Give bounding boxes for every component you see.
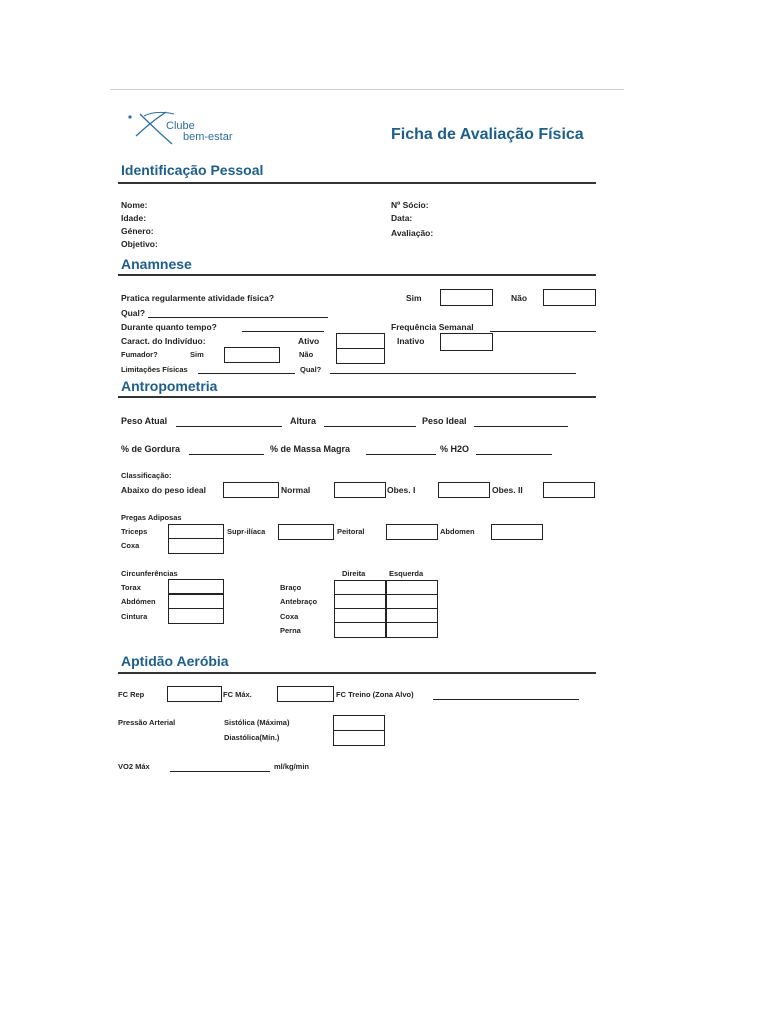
peitoral-label: Peitoral xyxy=(337,527,365,536)
abdomen2-box[interactable] xyxy=(168,594,224,609)
coxa2-direita-box[interactable] xyxy=(334,608,386,623)
fc-rep-box[interactable] xyxy=(167,686,222,702)
coxa2-esquerda-box[interactable] xyxy=(386,608,438,623)
obes1-label: Obes. I xyxy=(387,485,416,495)
cintura-box[interactable] xyxy=(168,608,224,624)
antebraco-label: Antebraço xyxy=(280,597,318,606)
torax-box[interactable] xyxy=(168,579,224,594)
cintura-label: Cintura xyxy=(121,612,148,621)
ativo-box[interactable] xyxy=(336,333,385,349)
qual-field[interactable] xyxy=(148,317,328,318)
antebraco-esquerda-box[interactable] xyxy=(386,594,438,609)
fc-rep-label: FC Rep xyxy=(118,690,145,699)
massa-magra-label: % de Massa Magra xyxy=(270,444,351,454)
durante-label: Durante quanto tempo? xyxy=(121,322,217,332)
fc-treino-label: FC Treino (Zona Alvo) xyxy=(336,690,414,699)
limitacoes-field[interactable] xyxy=(198,373,295,374)
section-identificacao-rule xyxy=(118,182,596,184)
abdomen-box[interactable] xyxy=(491,524,543,540)
coxa2-label: Coxa xyxy=(280,612,299,621)
h2o-field[interactable] xyxy=(476,454,552,455)
vo2-unit-label: ml/kg/min xyxy=(274,762,310,771)
altura-label: Altura xyxy=(290,416,317,426)
fumador-label: Fumador? xyxy=(121,350,158,359)
braco-esquerda-box[interactable] xyxy=(386,580,438,595)
peso-ideal-field[interactable] xyxy=(474,426,568,427)
fc-max-label: FC Máx. xyxy=(223,690,252,699)
obes2-box[interactable] xyxy=(543,482,595,498)
qual-label: Qual? xyxy=(121,308,146,318)
peitoral-box[interactable] xyxy=(386,524,438,540)
suprailiaca-box[interactable] xyxy=(278,524,334,540)
sistolica-box[interactable] xyxy=(333,715,385,731)
inativo-label: Inativo xyxy=(397,336,425,346)
perna-esquerda-box[interactable] xyxy=(386,622,438,638)
inativo-box[interactable] xyxy=(440,333,493,351)
pratica-label: Pratica regularmente atividade física? xyxy=(121,293,275,303)
abaixo-box[interactable] xyxy=(223,482,279,498)
braco-direita-box[interactable] xyxy=(334,580,386,595)
normal-box[interactable] xyxy=(334,482,386,498)
sistolica-label: Sistólica (Máxima) xyxy=(224,718,290,727)
durante-field[interactable] xyxy=(242,331,324,332)
section-antropometria-rule xyxy=(118,396,596,398)
section-identificacao-heading: Identificação Pessoal xyxy=(121,162,264,178)
frequencia-label: Frequência Semanal xyxy=(391,322,474,332)
pratica-nao-box[interactable] xyxy=(543,289,596,306)
caract-label: Caract. do Indivíduo: xyxy=(121,336,206,346)
coxa-box[interactable] xyxy=(168,538,224,554)
vo2-field[interactable] xyxy=(170,771,270,772)
classificacao-label: Classificação: xyxy=(121,471,172,480)
h2o-label: % H2O xyxy=(440,444,470,454)
logo-text-bem-estar: bem-estar xyxy=(183,131,233,143)
fc-max-box[interactable] xyxy=(277,686,334,702)
genero-label: Género: xyxy=(121,226,154,236)
obes1-box[interactable] xyxy=(438,482,490,498)
coxa-label: Coxa xyxy=(121,541,140,550)
fumador-nao-box[interactable] xyxy=(336,348,385,364)
pratica-sim-box[interactable] xyxy=(440,289,493,306)
frequencia-field[interactable] xyxy=(490,331,596,332)
section-aerobia-heading: Aptidão Aeróbia xyxy=(121,653,229,669)
braco-label: Braço xyxy=(280,583,302,592)
fumador-sim-label: Sim xyxy=(190,350,204,359)
data-label: Data: xyxy=(391,213,413,223)
altura-field[interactable] xyxy=(324,426,416,427)
abdomen-label: Abdomen xyxy=(440,527,475,536)
triceps-label: Triceps xyxy=(121,527,148,536)
section-anamnese-rule xyxy=(118,274,596,276)
gordura-label: % de Gordura xyxy=(121,444,181,454)
form-title: Ficha de Avaliação Física xyxy=(391,126,584,143)
perna-direita-box[interactable] xyxy=(334,622,386,638)
peso-atual-label: Peso Atual xyxy=(121,416,168,426)
section-antropometria-heading: Antropometria xyxy=(121,378,218,394)
suprailiaca-label: Supr-ilíaca xyxy=(227,527,266,536)
diastolica-box[interactable] xyxy=(333,730,385,746)
objetivo-label: Objetivo: xyxy=(121,239,158,249)
pratica-nao-label: Não xyxy=(511,293,528,303)
normal-label: Normal xyxy=(281,485,311,495)
avaliacao-label: Avaliação: xyxy=(391,228,434,238)
abdomen2-label: Abdómen xyxy=(121,597,156,606)
qual2-label: Qual? xyxy=(300,365,322,374)
peso-ideal-label: Peso Ideal xyxy=(422,416,467,426)
massa-magra-field[interactable] xyxy=(366,454,436,455)
vo2-label: VO2 Máx xyxy=(118,762,150,771)
peso-atual-field[interactable] xyxy=(176,426,282,427)
section-aerobia-rule xyxy=(118,672,596,674)
limitacoes-label: Limitações Físicas xyxy=(121,365,188,374)
gordura-field[interactable] xyxy=(189,454,264,455)
socio-label: Nº Sócio: xyxy=(391,200,429,210)
fc-treino-field[interactable] xyxy=(433,699,579,700)
pratica-sim-label: Sim xyxy=(406,293,422,303)
section-anamnese-heading: Anamnese xyxy=(121,256,192,272)
logo-text-clube: Clube xyxy=(166,120,195,132)
idade-label: Idade: xyxy=(121,213,147,223)
esquerda-label: Esquerda xyxy=(389,569,424,578)
pressao-label: Pressão Arterial xyxy=(118,718,176,727)
torax-label: Torax xyxy=(121,583,141,592)
pregas-label: Pregas Adiposas xyxy=(121,513,182,522)
nome-label: Nome: xyxy=(121,200,148,210)
abaixo-label: Abaixo do peso ideal xyxy=(121,485,207,495)
obes2-label: Obes. II xyxy=(492,485,523,495)
fumador-sim-box[interactable] xyxy=(224,347,280,363)
top-rule xyxy=(110,89,624,90)
direita-label: Direita xyxy=(342,569,366,578)
fumador-nao-label: Não xyxy=(299,350,314,359)
qual2-field[interactable] xyxy=(330,373,576,374)
ativo-label: Ativo xyxy=(298,336,320,346)
diastolica-label: Diastólica(Mín.) xyxy=(224,733,280,742)
antebraco-direita-box[interactable] xyxy=(334,594,386,609)
perna-label: Perna xyxy=(280,626,301,635)
circunferencias-label: Circunferências xyxy=(121,569,178,578)
